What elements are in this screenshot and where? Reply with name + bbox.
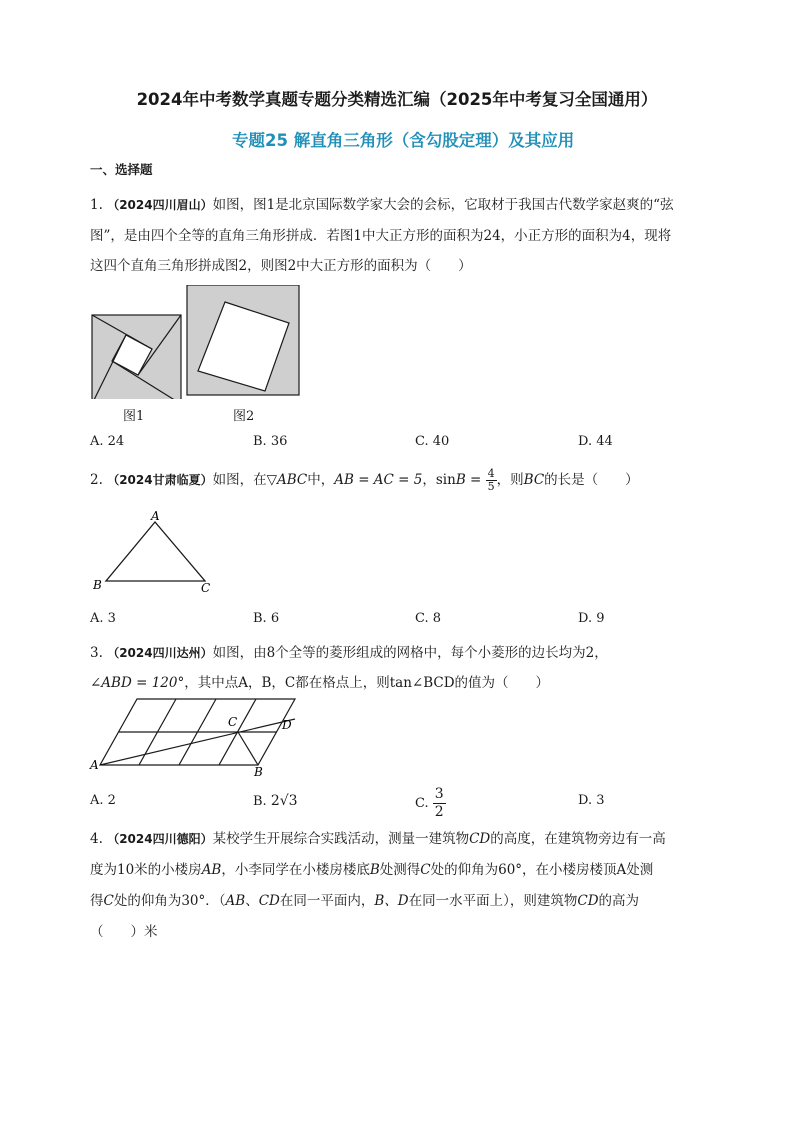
q1-figure-2 <box>187 285 299 395</box>
q4-source-tag: （2024四川德阳） <box>107 832 213 846</box>
q3-option-c-fraction: $\frac{3}{2}$ <box>434 786 444 820</box>
q2-source-tag: （2024甘肃临夏） <box>107 473 213 487</box>
q4-line2: 度为10米的小楼房AB，小李同学在小楼房楼底B处测得C处的仰角为60°，在小楼房楼顶A处测 <box>90 862 654 878</box>
q2-label-b: B <box>93 578 102 592</box>
q4-line1: 4. （2024四川德阳）某校学生开展综合实践活动，测量一建筑物CD的高度，在建筑物旁边有一高 <box>90 831 666 847</box>
q1-source-tag: （2024四川眉山） <box>107 198 213 212</box>
q2-triangle-figure <box>88 508 218 596</box>
q2-option-b: B. 6 <box>253 611 280 626</box>
q1-option-d: D. 44 <box>578 434 613 449</box>
q2-line1: 2. （2024甘肃临夏）如图，在▽ABC中，AB = AC = 5，sinB = $\frac{4}{5}$ ，则BC的长是（ ） <box>90 467 639 493</box>
q2-option-c: C. 8 <box>415 611 442 626</box>
q1-option-c: C. 40 <box>415 434 450 449</box>
q3-label-c: C <box>228 715 238 729</box>
q3-label-b: B <box>254 765 263 779</box>
q4-line3: 得C处的仰角为30°．（AB、CD在同一平面内，B、D在同一水平面上），则建筑物CD的高为 <box>90 893 640 909</box>
q2-sin-fraction: $\frac{4}{5}$ <box>487 467 495 493</box>
q1-option-a: A. 24 <box>90 434 125 449</box>
q3-option-b: B. 2√3 <box>253 793 298 809</box>
q2-label-a: A <box>151 509 160 523</box>
q2-option-a: A. 3 <box>90 611 116 626</box>
q1-figure-2-caption: 图2 <box>233 409 255 424</box>
q1-figure-1 <box>92 315 181 399</box>
q1-figures <box>86 285 306 399</box>
q2-option-d: D. 9 <box>578 611 605 626</box>
q3-label-d: D <box>282 718 292 732</box>
section-heading: 一、选择题 <box>90 162 153 177</box>
topic-subtitle: 专题25 解直角三角形（含勾股定理）及其应用 <box>232 131 575 150</box>
q1-figure-1-caption: 图1 <box>123 409 145 424</box>
q3-option-d: D. 3 <box>578 793 605 808</box>
q2-label-c: C <box>201 581 211 595</box>
q3-option-c: C. $\frac{3}{2}$ <box>415 786 444 820</box>
q3-label-a: A <box>90 758 99 772</box>
document-title: 2024年中考数学真题专题分类精选汇编（2025年中考复习全国通用） <box>136 90 658 109</box>
q1-line1: 1. （2024四川眉山）如图，图1是北京国际数学家大会的会标，它取材于我国古代数学家赵爽的“弦 <box>90 197 674 213</box>
q3-line1: 3. （2024四川达州）如图，由8个全等的菱形组成的网格中，每个小菱形的边长均为2， <box>90 645 608 661</box>
q1-line3: 这四个直角三角形拼成图2，则图2中大正方形的面积为（ ） <box>90 258 472 274</box>
q3-option-a: A. 2 <box>90 793 116 808</box>
q3-source-tag: （2024四川达州） <box>107 646 213 660</box>
q1-option-b: B. 36 <box>253 434 288 449</box>
q3-rhombus-grid-figure <box>86 693 306 781</box>
q4-line4: （ ）米 <box>90 924 158 940</box>
q1-line2: 图”，是由四个全等的直角三角形拼成．若图1中大正方形的面积为24，小正方形的面积为4，现将 <box>90 228 672 244</box>
q3-line2: ∠ABD = 120°，其中点A，B，C都在格点上，则tan∠BCD的值为（ ） <box>90 675 550 691</box>
